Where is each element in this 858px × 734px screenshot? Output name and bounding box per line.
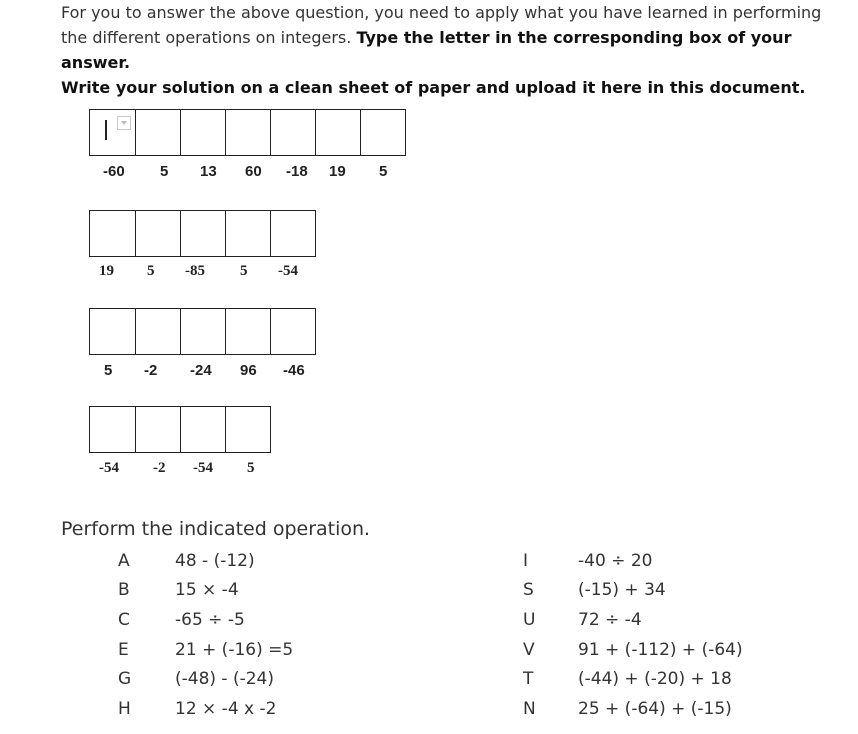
operation-expression: 12 × -4 x -2 xyxy=(175,699,277,719)
operation-letter: C xyxy=(118,610,130,630)
answer-box[interactable] xyxy=(136,406,181,453)
answer-grid-4 xyxy=(89,406,271,453)
answer-grid-3 xyxy=(89,308,316,355)
operation-expression: 15 × -4 xyxy=(175,580,239,600)
operation-expression: 25 + (-64) + (-15) xyxy=(578,699,732,719)
answer-box[interactable] xyxy=(136,308,181,355)
answer-box[interactable] xyxy=(271,109,316,156)
clue-number: 5 xyxy=(379,163,388,180)
answer-grid-1 xyxy=(89,109,406,156)
intro-line-2-bold: Type the letter in the corresponding box of your answer xyxy=(61,28,792,72)
operation-letter: T xyxy=(523,669,534,689)
clue-number: 19 xyxy=(329,163,346,180)
clue-number: -18 xyxy=(286,163,308,180)
operation-expression: -65 ÷ -5 xyxy=(175,610,245,630)
operation-expression: (-48) - (-24) xyxy=(175,669,275,689)
clue-number: 60 xyxy=(245,163,262,180)
answer-box[interactable] xyxy=(271,210,316,257)
answer-box[interactable] xyxy=(136,109,181,156)
answer-box[interactable] xyxy=(90,406,136,453)
answer-box[interactable] xyxy=(226,406,271,453)
answer-box[interactable] xyxy=(90,308,136,355)
answer-box[interactable] xyxy=(361,109,406,156)
clue-number: -85 xyxy=(185,263,205,279)
clue-number: -54 xyxy=(193,460,213,476)
clue-number: 5 xyxy=(147,263,155,279)
operation-letter: E xyxy=(118,640,129,660)
operation-expression: (-44) + (-20) + 18 xyxy=(578,669,732,689)
operations-heading: Perform the indicated operation. xyxy=(61,518,371,540)
operation-letter: H xyxy=(118,699,131,719)
clue-number: -2 xyxy=(144,362,158,379)
intro-line-1: For you to answer the above question, you need to apply what you have learned in performing xyxy=(61,3,822,22)
instructions-paragraph xyxy=(61,0,841,100)
clue-number: 13 xyxy=(200,163,217,180)
answer-box[interactable] xyxy=(181,406,226,453)
answer-box[interactable] xyxy=(136,210,181,257)
clue-number: -2 xyxy=(153,460,166,476)
answer-box[interactable] xyxy=(226,109,271,156)
clue-number: 96 xyxy=(240,362,257,379)
intro-line-3-bold: Write your solution on a clean sheet of paper and upload it here in this document. xyxy=(61,78,806,97)
operation-letter: I xyxy=(523,551,529,571)
operation-letter: V xyxy=(523,640,535,660)
clue-number: -24 xyxy=(190,362,212,379)
answer-box[interactable] xyxy=(226,308,271,355)
clue-number: -60 xyxy=(103,163,125,180)
operation-letter: U xyxy=(523,610,536,630)
intro-line-2 xyxy=(61,25,841,75)
clue-number: 5 xyxy=(160,163,169,180)
answer-box[interactable] xyxy=(226,210,271,257)
operation-letter: N xyxy=(523,699,536,719)
answer-box[interactable] xyxy=(181,210,226,257)
answer-box[interactable] xyxy=(90,210,136,257)
intro-line-2-text: the different operations on integers. xyxy=(61,28,352,47)
answer-box[interactable] xyxy=(271,308,316,355)
answer-box[interactable] xyxy=(181,109,226,156)
text-cursor xyxy=(105,120,107,140)
operation-letter: S xyxy=(523,580,534,600)
clue-number: -54 xyxy=(278,263,298,279)
operation-expression: 72 ÷ -4 xyxy=(578,610,642,630)
clue-number: 5 xyxy=(247,460,255,476)
intro-line-2-end: . xyxy=(123,53,131,72)
clue-number: 19 xyxy=(99,263,114,279)
answer-box[interactable] xyxy=(316,109,361,156)
operation-expression: 21 + (-16) =5 xyxy=(175,640,294,660)
clue-number: 5 xyxy=(104,362,113,379)
operation-letter: A xyxy=(118,551,130,571)
operation-letter: B xyxy=(118,580,130,600)
clue-number: -54 xyxy=(99,460,119,476)
answer-grid-2 xyxy=(89,210,316,257)
operation-letter: G xyxy=(118,669,132,689)
intro-line-3 xyxy=(61,75,841,100)
operation-expression: 91 + (-112) + (-64) xyxy=(578,640,743,660)
operation-expression: -40 ÷ 20 xyxy=(578,551,653,571)
dropdown-arrow-icon[interactable] xyxy=(117,116,131,130)
answer-box[interactable] xyxy=(181,308,226,355)
clue-number: 5 xyxy=(240,263,248,279)
answer-box[interactable] xyxy=(90,109,136,156)
operation-expression: 48 - (-12) xyxy=(175,551,255,571)
operation-expression: (-15) + 34 xyxy=(578,580,666,600)
clue-number: -46 xyxy=(283,362,305,379)
